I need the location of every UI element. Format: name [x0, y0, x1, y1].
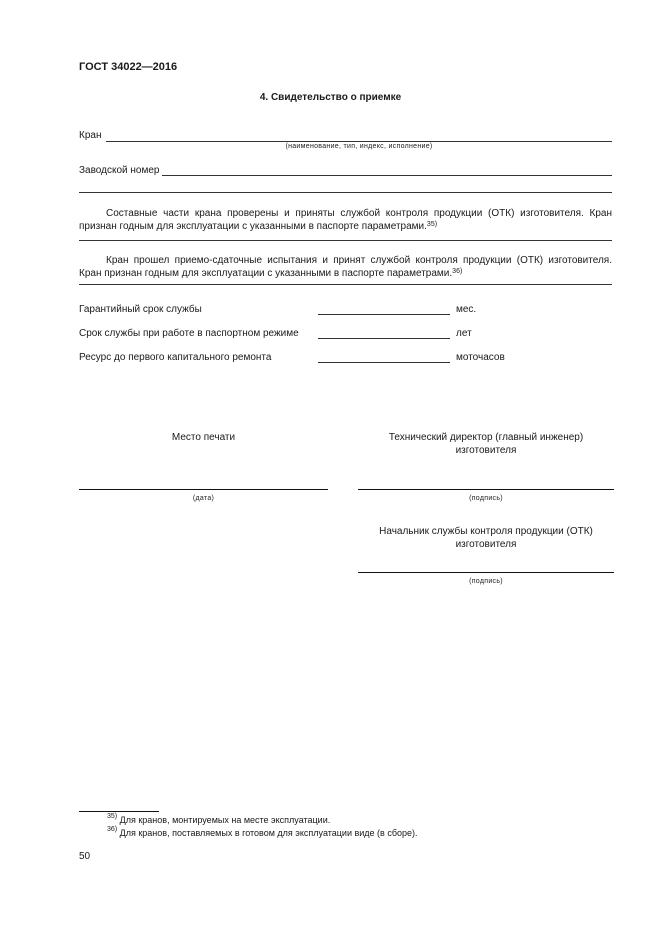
- stamp-place-label: Место печати: [171, 432, 236, 443]
- footnote-35-text: Для кранов, монтируемых на месте эксплуатации.: [119, 815, 331, 825]
- service-life-label: Срок службы при работе в паспортном режиме: [79, 328, 299, 339]
- page-number: 50: [79, 851, 91, 862]
- warranty-label: Гарантийный срок службы: [79, 304, 202, 315]
- paragraph-2-text: Кран прошел приемо-сдаточные испытания и принят службой контроля продукции (ОТК) изготовителя. Кран признан годным для эксплуатации с указанными в паспорте параметрами.: [79, 255, 612, 279]
- director-title-line-1: Технический директор (главный инженер): [388, 432, 584, 443]
- footnote-36-mark: 36): [107, 826, 118, 833]
- service-life-unit: лет: [456, 328, 472, 339]
- service-life-field-line[interactable]: [318, 338, 450, 339]
- paragraph-components-accepted: [79, 207, 612, 233]
- otk-signature-line[interactable]: [358, 572, 614, 573]
- kran-field-line[interactable]: [106, 141, 612, 142]
- paragraph-2-line[interactable]: [79, 284, 612, 285]
- otk-title-line-2: изготовителя: [455, 539, 517, 550]
- serial-field-line[interactable]: [162, 175, 612, 176]
- resource-field-line[interactable]: [318, 362, 450, 363]
- date-field-line[interactable]: [79, 489, 328, 490]
- footnote-ref-36: 36): [452, 268, 463, 275]
- footnote-36-text: Для кранов, поставляемых в готовом для эксплуатации виде (в сборе).: [119, 828, 418, 838]
- warranty-unit: мес.: [456, 304, 477, 315]
- director-signature-line[interactable]: [358, 489, 614, 490]
- otk-title-line-1: Начальник службы контроля продукции (ОТК): [379, 526, 593, 537]
- otk-signature-hint: (подпись): [469, 578, 503, 585]
- date-hint: (дата): [192, 495, 215, 502]
- footnote-35: [107, 815, 330, 825]
- resource-label: Ресурс до первого капитального ремонта: [79, 352, 272, 363]
- kran-hint: (наименование, тип, индекс, исполнение): [285, 143, 433, 150]
- director-title-line-2: изготовителя: [455, 445, 517, 456]
- paragraph-acceptance-tests: [79, 254, 612, 280]
- paragraph-1-line[interactable]: [79, 240, 612, 241]
- paragraph-1-text: Составные части крана проверены и приняты службой контроля продукции (ОТК) изготовителя. Кран признан годным для эксплуатации с указанными в паспорте параметрами.: [79, 208, 612, 232]
- footnote-separator: [79, 811, 159, 812]
- document-header: ГОСТ 34022—2016: [79, 61, 178, 73]
- director-signature-hint: (подпись): [469, 495, 503, 502]
- section-title: 4. Свидетельство о приемке: [259, 92, 402, 103]
- footnote-35-mark: 35): [107, 813, 118, 820]
- serial-field-line-2[interactable]: [79, 192, 612, 193]
- footnote-ref-35: 35): [426, 221, 438, 228]
- footnote-36: [107, 828, 418, 838]
- kran-label: Кран: [79, 130, 102, 141]
- warranty-field-line[interactable]: [318, 314, 450, 315]
- serial-label: Заводской номер: [79, 165, 160, 176]
- resource-unit: моточасов: [456, 352, 505, 363]
